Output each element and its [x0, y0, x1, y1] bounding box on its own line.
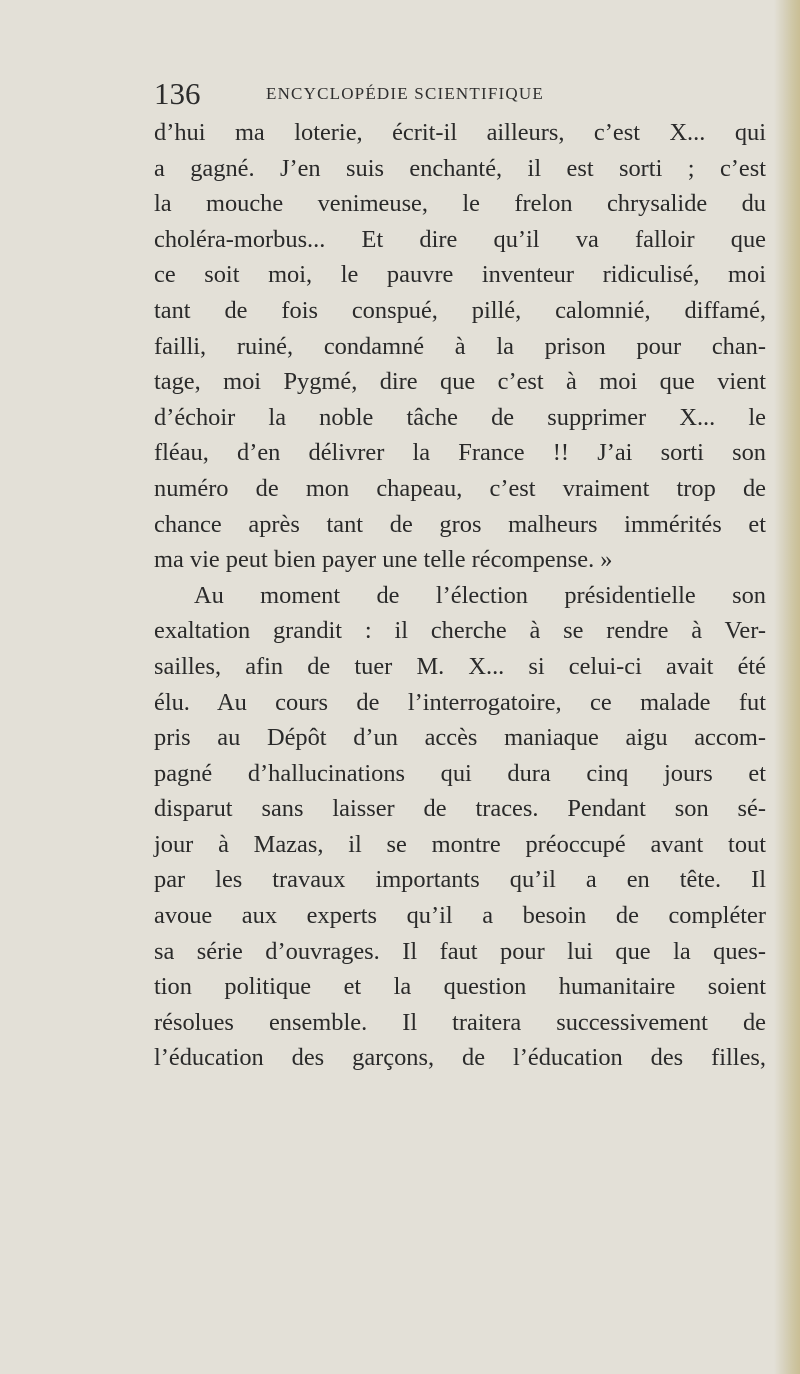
- text-line: par les travaux importants qu’il a en tête. Il: [154, 866, 766, 894]
- page-edge-shadow: [774, 0, 800, 1374]
- text-line: la mouche venimeuse, le frelon chrysalide du: [154, 190, 766, 218]
- text-line: disparut sans laisser de traces. Pendant son sé-: [154, 795, 766, 823]
- text-line: d’hui ma loterie, écrit-il ailleurs, c’est X... qui: [154, 119, 766, 146]
- body-text: [154, 115, 766, 1076]
- text-line: choléra-morbus... Et dire qu’il va falloir que: [154, 225, 766, 253]
- text-line: avoue aux experts qu’il a besoin de compléter: [154, 902, 766, 930]
- text-line: d’échoir la noble tâche de supprimer X... le: [154, 403, 766, 431]
- text-line: tage, moi Pygmé, dire que c’est à moi que vient: [154, 368, 766, 396]
- text-line: numéro de mon chapeau, c’est vraiment trop de: [154, 474, 766, 502]
- text-line: tant de fois conspué, pillé, calomnié, diffamé,: [154, 296, 766, 324]
- text-line: failli, ruiné, condamné à la prison pour chan-: [154, 332, 766, 360]
- text-line: a gagné. J’en suis enchanté, il est sorti ; c’est: [154, 154, 766, 182]
- text-line: tion politique et la question humanitaire soient: [154, 973, 766, 1001]
- text-line: ma vie peut bien payer une telle récompense. »: [154, 546, 613, 574]
- running-title: ENCYCLOPÉDIE SCIENTIFIQUE: [266, 84, 544, 103]
- paragraph-start-line: Au moment de l’élection présidentielle son: [194, 581, 766, 609]
- page-number: 136: [154, 76, 201, 111]
- text-line: pris au Dépôt d’un accès maniaque aigu accom-: [154, 724, 766, 752]
- text-line: sa série d’ouvrages. Il faut pour lui que la ques-: [154, 937, 766, 965]
- text-line: fléau, d’en délivrer la France !! J’ai sorti son: [154, 439, 766, 467]
- text-line: pagné d’hallucinations qui dura cinq jours et: [154, 759, 766, 787]
- text-line: ce soit moi, le pauvre inventeur ridiculisé, moi: [154, 261, 766, 289]
- text-line: résolues ensemble. Il traitera successivement de: [154, 1008, 766, 1036]
- text-line: élu. Au cours de l’interrogatoire, ce malade fut: [154, 688, 766, 716]
- text-line: exaltation grandit : il cherche à se rendre à Ver-: [154, 617, 766, 645]
- page-header: [0, 66, 800, 111]
- text-line: jour à Mazas, il se montre préoccupé avant tout: [154, 830, 766, 858]
- text-line: chance après tant de gros malheurs immérités et: [154, 510, 766, 538]
- text-line: sailles, afin de tuer M. X... si celui-ci avait été: [154, 652, 766, 680]
- text-line: l’éducation des garçons, de l’éducation des filles,: [154, 1044, 766, 1072]
